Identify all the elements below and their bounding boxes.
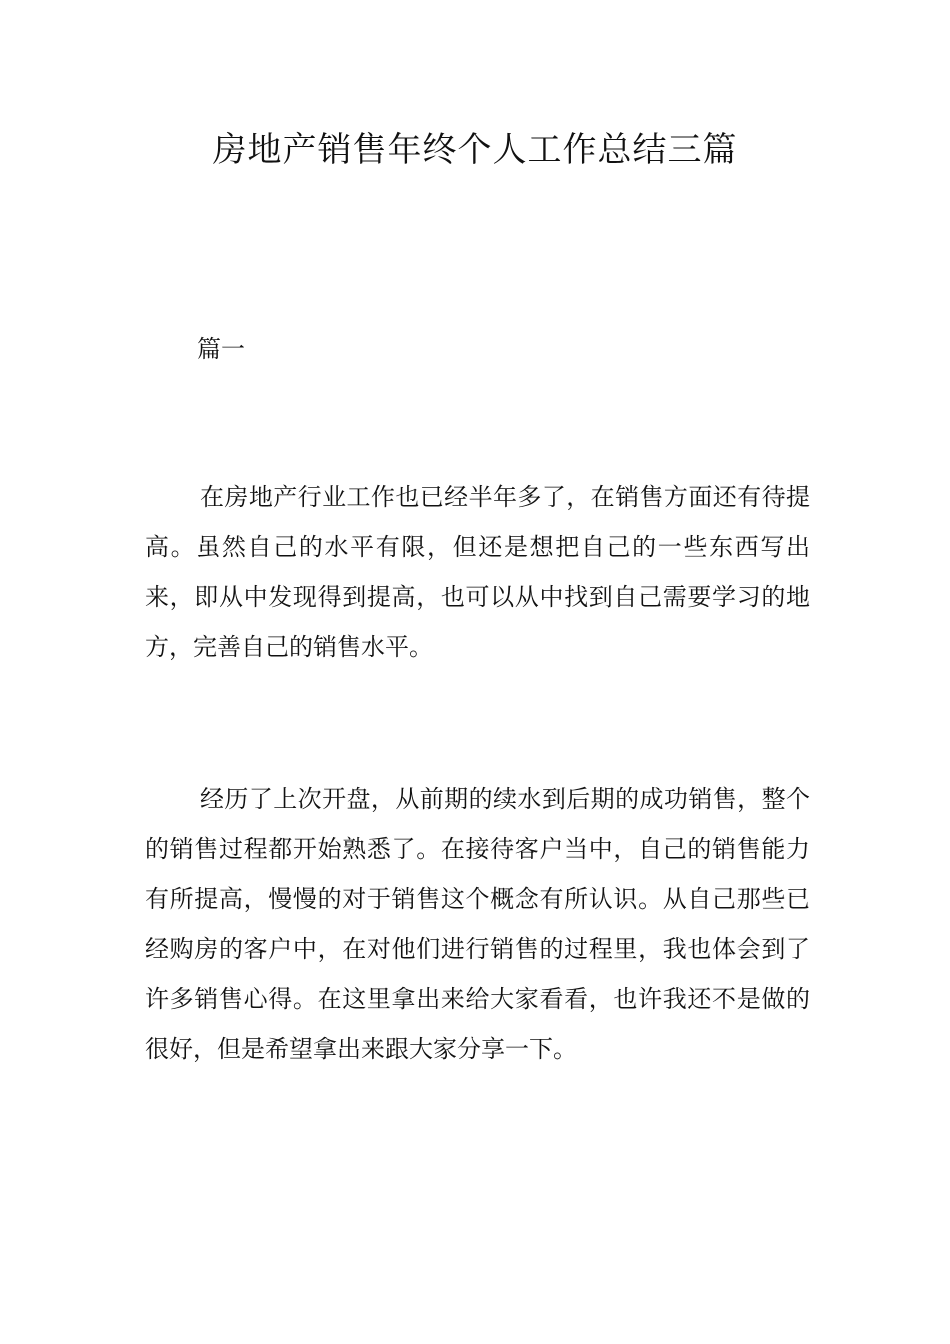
section-heading: 篇一 — [197, 335, 245, 363]
document-title: 房地产销售年终个人工作总结三篇 — [212, 130, 738, 170]
paragraph-1: 在房地产行业工作也已经半年多了，在销售方面还有待提高。虽然自己的水平有限，但还是想把自己的一些东西写出来，即从中发现得到提高，也可以从中找到自己需要学习的地方，完善自己的销售水平。 — [145, 483, 810, 661]
paragraph-2: 经历了上次开盘，从前期的续水到后期的成功销售，整个的销售过程都开始熟悉了。在接待客户当中，自己的销售能力有所提高，慢慢的对于销售这个概念有所认识。从自己那些已经购房的客户中，在对他们进行销售的过程里，我也体会到了许多销售心得。在这里拿出来给大家看看，也许我还不是做的很好，但是希望拿出来跟大家分享一下。 — [145, 785, 810, 1063]
